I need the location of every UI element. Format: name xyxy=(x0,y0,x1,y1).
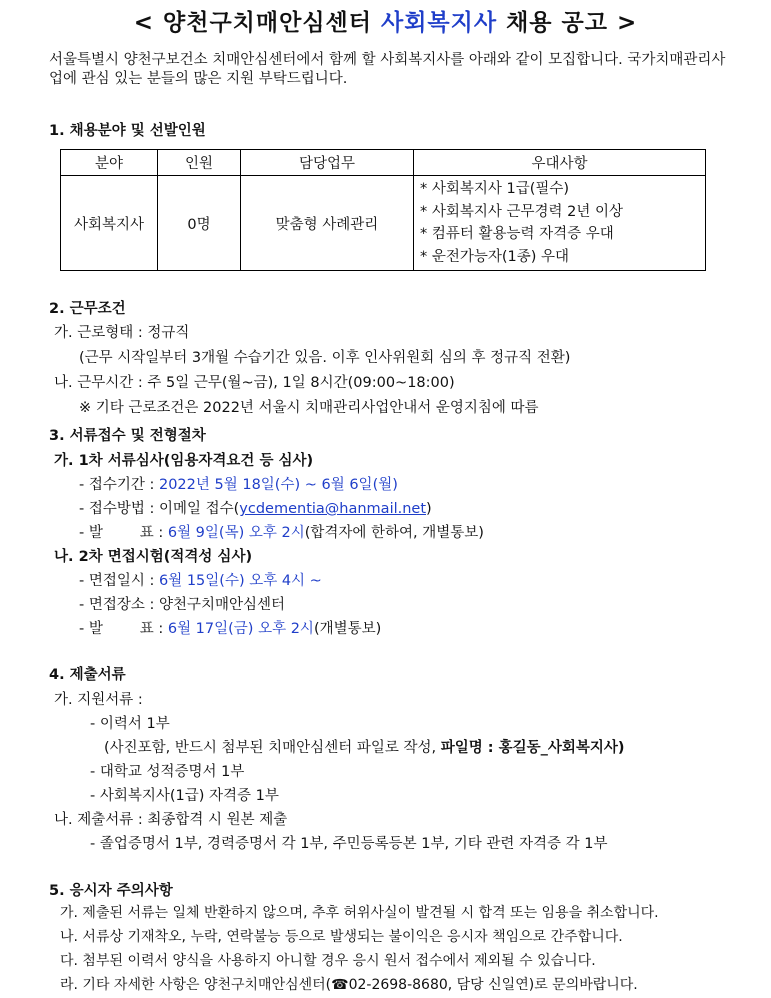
section-5-heading: 5. 응시자 주의사항 xyxy=(49,883,173,899)
count-cell: 0명 xyxy=(158,176,241,271)
field-cell: 사회복지사 xyxy=(61,176,158,271)
intro-paragraph: 서울특별시 양천구보건소 치매안심센터에서 함께 할 사회복지사를 아래와 같이 모집합니다. 국가치매관리사업에 관심 있는 분들의 많은 지원 부탁드립니다. xyxy=(49,52,726,87)
first-screening-title: 가. 1차 서류심사(임용자격요건 등 심사) xyxy=(54,453,314,469)
table-header-cell: 우대사항 xyxy=(414,150,706,176)
second-announcement-value: 6월 17일(금) 오후 2시 xyxy=(167,621,314,637)
notice-item: 가. 제출된 서류는 일체 반환하지 않으며, 추후 허위사실이 발견될 시 합격 또는 임용을 취소합니다. xyxy=(60,905,659,921)
section-2-heading: 2. 근무조건 xyxy=(49,301,126,317)
preference-item: * 사회복지사 근무경력 2년 이상 xyxy=(420,203,623,220)
interview-date-value: 6월 15일(수) 오후 4시 ~ xyxy=(158,573,322,589)
final-documents: 나. 제출서류 : 최종합격 시 원본 제출 xyxy=(54,812,288,828)
interview-date: - 면접일시 : 6월 15일(수) 오후 4시 ~ xyxy=(79,573,322,589)
title-accent: 사회복지사 xyxy=(380,10,498,36)
table-header-cell: 인원 xyxy=(158,150,241,176)
title-prefix: < 양천구치매안심센터 xyxy=(133,10,381,36)
table-header-row xyxy=(61,150,706,176)
duty-cell: 맞춤형 사례관리 xyxy=(241,176,414,271)
notice-item: 라. 기타 자세한 사항은 양천구치매안심센터(☎02-2698-8680, 담당 신일연)로 문의바랍니다. xyxy=(60,977,638,993)
section-3-heading: 3. 서류접수 및 전형절차 xyxy=(49,428,206,444)
work-type: 가. 근로형태 : 정규직 xyxy=(54,325,190,341)
second-interview-title: 나. 2차 면접시험(적격성 심사) xyxy=(54,549,253,565)
notice-item: 다. 첨부된 이력서 양식을 사용하지 아니할 경우 응시 원서 접수에서 제외될 수 있습니다. xyxy=(60,953,596,969)
title-suffix: 채용 공고 > xyxy=(497,10,638,36)
recruitment-table xyxy=(60,149,706,271)
page-title xyxy=(0,4,771,37)
preference-item: * 컴퓨터 활용능력 자격증 우대 xyxy=(420,226,614,242)
preference-item: * 사회복지사 1급(필수) xyxy=(420,181,570,197)
section-1-heading: 1. 채용분야 및 선발인원 xyxy=(49,123,206,139)
second-announcement: - 발 표 : 6월 17일(금) 오후 2시(개별통보) xyxy=(79,621,382,637)
notice-item: 나. 서류상 기재착오, 누락, 연락불능 등으로 발생되는 불이익은 응시자 책임으로 간주합니다. xyxy=(60,929,623,945)
application-period-value: 2022년 5월 18일(수) ~ 6월 6일(월) xyxy=(158,477,398,493)
work-type-note: (근무 시작일부터 3개월 수습기간 있음. 이후 인사위원회 심의 후 정규직 전환) xyxy=(79,350,571,366)
email-link[interactable]: ycdementia@hanmail.net xyxy=(239,501,427,517)
first-announcement: - 발 표 : 6월 9일(목) 오후 2시(합격자에 한하여, 개별통보) xyxy=(79,525,484,541)
table-row xyxy=(61,176,706,271)
preference-item: * 운전가능자(1종) 우대 xyxy=(420,248,570,265)
work-conditions-note: ※ 기타 근로조건은 2022년 서울시 치매관리사업안내서 운영지침에 따름 xyxy=(79,400,539,416)
file-name-rule: 파일명 : 홍길동_사회복지사) xyxy=(440,740,625,756)
first-announcement-value: 6월 9일(목) 오후 2시 xyxy=(167,525,305,541)
license-item: - 사회복지사(1급) 자격증 1부 xyxy=(90,788,279,804)
table-header-cell: 분야 xyxy=(61,150,158,176)
table-header-cell: 담당업무 xyxy=(241,150,414,176)
preferences-cell xyxy=(414,176,706,271)
transcript-item: - 대학교 성적증명서 1부 xyxy=(90,764,245,780)
work-hours: 나. 근무시간 : 주 5일 근무(월~금), 1일 8시간(09:00~18:00) xyxy=(54,375,455,391)
application-documents: 가. 지원서류 : xyxy=(54,692,143,708)
interview-place: - 면접장소 : 양천구치매안심센터 xyxy=(79,597,286,613)
final-documents-list: - 졸업증명서 1부, 경력증명서 각 1부, 주민등록등본 1부, 기타 관련 자격증 각 1부 xyxy=(90,836,608,852)
application-period: - 접수기간 : 2022년 5월 18일(수) ~ 6월 6일(월) xyxy=(79,477,398,493)
application-method: - 접수방법 : 이메일 접수(ycdementia@hanmail.net) xyxy=(79,501,432,517)
resume-note: (사진포함, 반드시 첨부된 치매안심센터 파일로 작성, 파일명 : 홍길동_사회복지사) xyxy=(104,740,625,756)
section-4-heading: 4. 제출서류 xyxy=(49,667,126,683)
resume-item: - 이력서 1부 xyxy=(90,716,170,732)
